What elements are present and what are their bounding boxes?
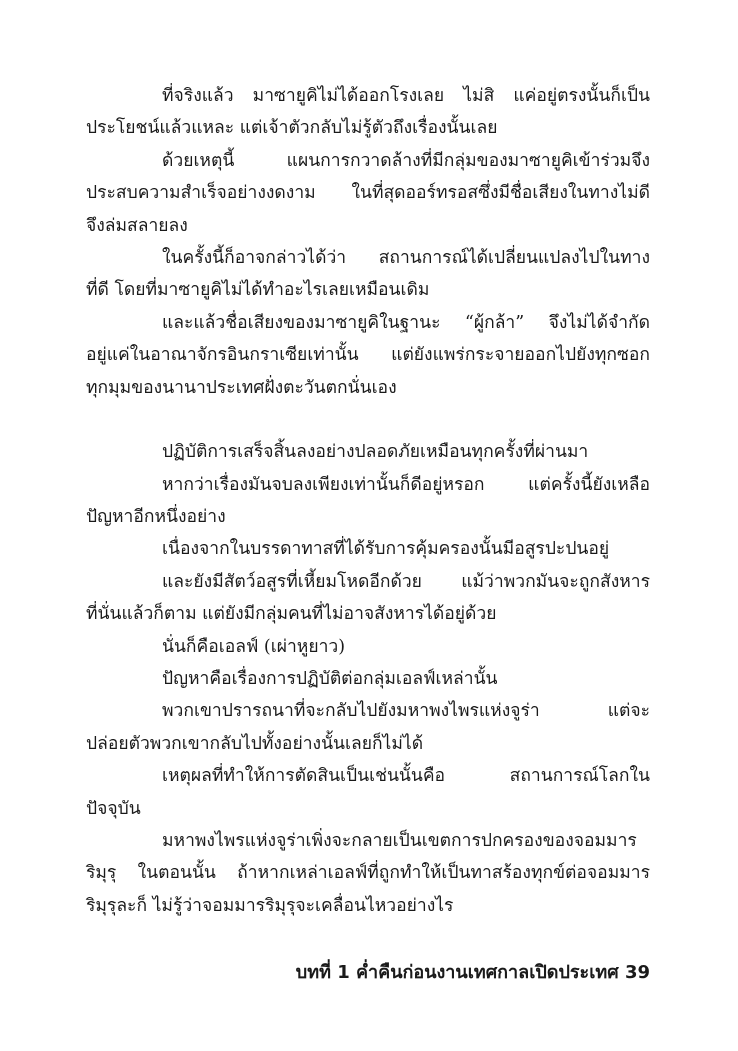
body-text <box>86 80 650 922</box>
text-line: หากว่าเรื่องมันจบลงเพียงเท่านั้นก็ดีอยู่หรอก แต่ครั้งนี้ยังเหลือ <box>162 474 650 495</box>
text-line: ที่ดี โดยที่มาซายูคิไม่ได้ทำอะไรเลยเหมือนเดิม <box>86 280 430 301</box>
text-line: ปัญหาคือเรื่องการปฏิบัติต่อกลุ่มเอลฟ์เหล่านั้น <box>162 669 498 690</box>
text-line: เหตุผลที่ทำให้การตัดสินเป็นเช่นนั้นคือ สถานการณ์โลกใน <box>162 766 650 787</box>
text-line: ปัญหาอีกหนึ่งอย่าง <box>86 507 226 528</box>
text-line: เนื่องจากในบรรดาทาสที่ได้รับการคุ้มครองนั้นมีอสูรปะปนอยู่ <box>162 539 610 560</box>
text-line: ในครั้งนี้ก็อาจกล่าวได้ว่า สถานการณ์ได้เปลี่ยนแปลงไปในทาง <box>162 247 650 268</box>
text-line: ที่จริงแล้ว มาซายูคิไม่ได้ออกโรงเลย ไม่สิ แค่อยู่ตรงนั้นก็เป็น <box>162 86 650 106</box>
text-line: ริมุรุ ในตอนนั้น ถ้าหากเหล่าเอลฟ์ที่ถูกทำให้เป็นทาสร้องทุกข์ต่อจอมมาร <box>86 863 650 884</box>
text-line: ปัจจุบัน <box>86 798 141 819</box>
text-line: มหาพงไพรแห่งจูร่าเพิ่งจะกลายเป็นเขตการปกครองของจอมมาร <box>162 830 637 851</box>
text-line: ปฏิบัติการเสร็จสิ้นลงอย่างปลอดภัยเหมือนทุกครั้งที่ผ่านมา <box>162 442 589 463</box>
text-line: ประสบความสำเร็จอย่างงดงาม ในที่สุดออร์ทรอสซึ่งมีชื่อเสียงในทางไม่ดี <box>86 183 650 204</box>
section-break <box>86 404 650 436</box>
text-line: ปล่อยตัวพวกเขากลับไปทั้งอย่างนั้นเลยก็ไม่ได้ <box>86 733 424 754</box>
text-line: ด้วยเหตุนี้ แผนการกวาดล้างที่มีกลุ่มของมาซายูคิเข้าร่วมจึง <box>162 150 650 171</box>
paragraph-6 <box>86 469 650 534</box>
text-line: ทุกมุมของนานาประเทศฝั่งตะวันตกนั่นเอง <box>86 377 397 398</box>
paragraph-3 <box>86 242 650 307</box>
paragraph-7 <box>86 533 650 565</box>
paragraph-9 <box>86 631 650 663</box>
text-line: ริมุรุละก็ ไม่รู้ว่าจอมมารริมุรุจะเคลื่อนไหวอย่างไร <box>86 895 454 916</box>
text-line: และแล้วชื่อเสียงของมาซายูคิในฐานะ “ผู้กล้า” จึงไม่ได้จำกัด <box>162 312 650 333</box>
paragraph-1 <box>86 80 650 145</box>
text-line: และยังมีสัตว์อสูรที่เหี้ยมโหดอีกด้วย แม้ว่าพวกมันจะถูกสังหาร <box>162 571 650 592</box>
paragraph-8 <box>86 566 650 631</box>
paragraph-4 <box>86 307 650 404</box>
paragraph-12 <box>86 760 650 825</box>
paragraph-11 <box>86 695 650 760</box>
text-line: อยู่แค่ในอาณาจักรอินกราเซียเท่านั้น แต่ยังแพร่กระจายออกไปยังทุกซอก <box>86 345 650 366</box>
text-line: จึงล่มสลายลง <box>86 215 188 236</box>
running-footer: บทที่ 1 ค่ำคืนก่อนงานเทศกาลเปิดประเทศ 39 <box>295 962 650 983</box>
text-line: ประโยชน์แล้วแหละ แต่เจ้าตัวกลับไม่รู้ตัวถึงเรื่องนั้นเลย <box>86 118 498 139</box>
paragraph-13 <box>86 825 650 922</box>
text-line: พวกเขาปรารถนาที่จะกลับไปยังมหาพงไพรแห่งจูร่า แต่จะ <box>162 701 650 722</box>
text-line: ที่นั่นแล้วก็ตาม แต่ยังมีกลุ่มคนที่ไม่อาจสังหารได้อยู่ด้วย <box>86 604 497 625</box>
text-line: นั่นก็คือเอลฟ์ (เผ่าหูยาว) <box>162 636 346 657</box>
paragraph-2 <box>86 145 650 242</box>
paragraph-10 <box>86 663 650 695</box>
paragraph-5 <box>86 436 650 468</box>
